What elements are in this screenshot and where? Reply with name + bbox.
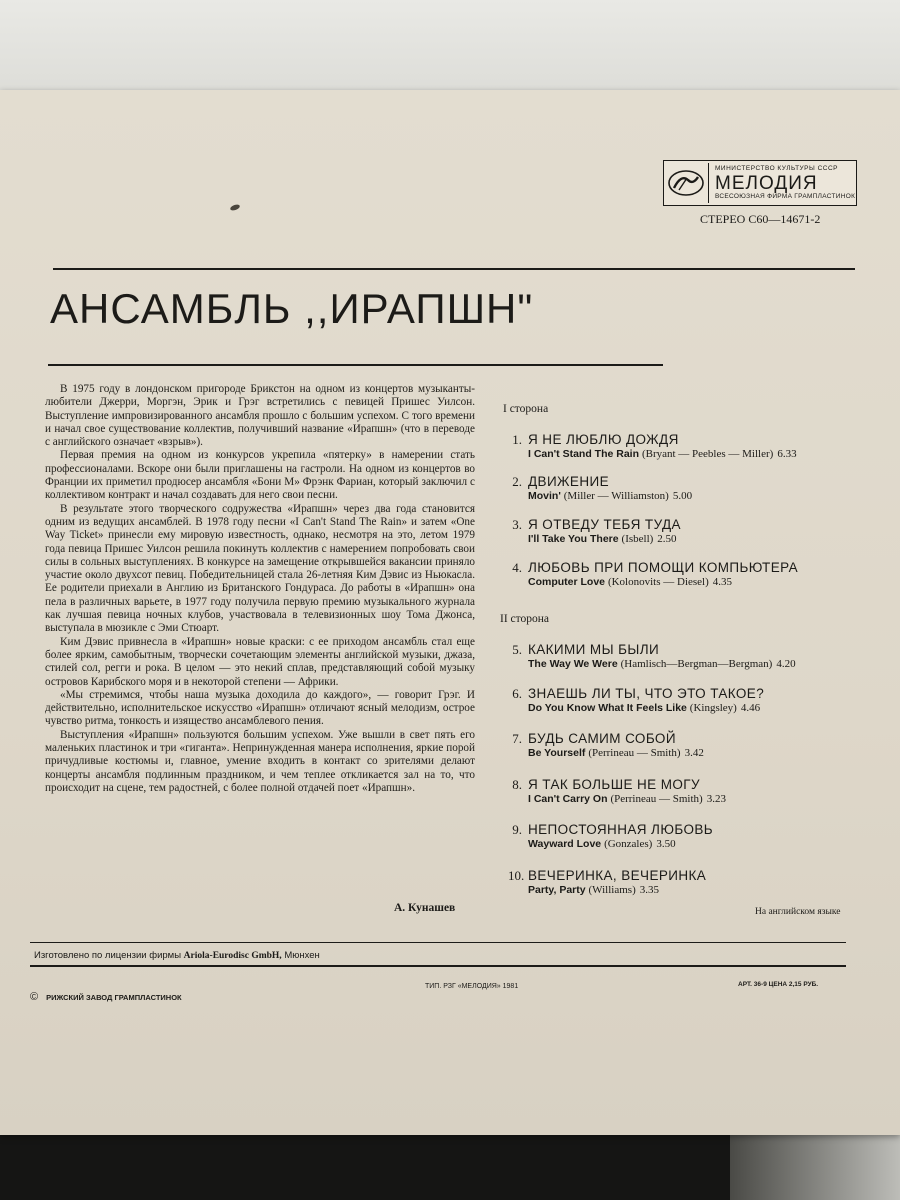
language-note: На английском языке: [755, 907, 841, 917]
record-sleeve-back: МИНИСТЕРСТВО КУЛЬТУРЫ СССР МЕЛОДИЯ ВСЕСОЮЗНАЯ ФИРМА ГРАМПЛАСТИНОК СТЕРЕО С60—14671-2 АНСАМБЛЬ ,,ИРАПШН" В 1975 году в лондонском пригороде Брикстон на одном из концертов музыканты-любители Джерри, Моргэн, Эрик и Грэг встретились с певицей Пришес Уилсон. Выступление импровизированного ансамбля прошло с большим успехом. С того времени и начал свое существование коллектив, получивший название «Ирапшн» (что в переводе с английского означает «взрыв»). Первая премия на одном из конкурсов укрепила «пятерку» в намерении стать профессионалами. Вскоре они были приглашены на гастроли. На одном из концертов во Франции их приметил продюсер ансамбля «Бони М» Фрэнк Фариан, который заключил с коллективом контракт и начал создавать для него свои песни. В результате этого творческого содружества «Ирапшн» через два года становится одним из ведущих ансамблей. В 1978 году песни «I Can't Stand The Rain» и затем «One Way Ticket» принесли ему мировую известность, однако, несмотря на это, летом 1979 года певица Пришес Уилсон решила покинуть коллектив с намерением попробовать свои силы в сольных выступлениях. В конкурсе на замещение открывшейся вакансии приняло участие около двухсот певиц. Победительницей стала 26-летняя Ким Дэвис из Ньюкасла. Ее родители приехали в Англию из Британского Гондураса. До работы в «Ирапшн» она пела в различных варьете, в 1977 году получила первую премию музыкального журнала как лучшая певица ночных клубов, участвовала в телевизионных шоу Тома Джонса, выступала в мюзикле с Эми Стюарт. Ким Дэвис привнесла в «Ирапшн» новые краски: с ее приходом ансамбль стал еще более ярким, самобытным, творчески сочетающим элементы английской музыки, джаза, стилей сол, регги и рока. В целом — это некий сплав, представляющий собой музыку островов Карибского моря и в некоторой степени — Африки. «Мы стремимся, чтобы наша музыка доходила до каждого», — говорит Грэг. И действительно, исполнительское искусство «Ирапшн» отличают ясный мелодизм, острое чувство ритма, тонкость и изящество ансамблевого пения. Выступления «Ирапшн» пользуются большим успехом. Уже вышли в свет пять его маленьких пластинок и три «гиганта». Непринужденная манера исполнения, яркие порой причудливые костюмы и, главное, умение входить в контакт со зрителями делают концерты ансамбля подлинным праздником, и чем теплее откликается зал на то, что происходит на сцене, тем радостней, с более полной отдачей поет «Ирапшн». А. Кунашев I сторона 1. Я НЕ ЛЮБЛЮ ДОЖДЯ I Can't Stand The Rain (Bryant — Peebles — Miller) 6.33 2. ДВИЖЕНИЕ Movin' (Miller — Williamston) 5.00 3. Я ОТВЕДУ ТЕБЯ ТУДА I'll Take You There (Isbell) 2.50 4. ЛЮБОВЬ ПРИ ПОМОЩИ КОМПЬЮТЕРА Computer Love (Kolonovits — Diesel) 4.35 II сторона 5. КАКИМИ МЫ БЫЛИ The Way We Were (Hamlisch—Bergman—Bergman) 4.20 6. ЗНАЕШЬ ЛИ ТЫ, ЧТО ЭТО ТАКОЕ? Do You Know What It Feels Like (Kingsley) 4.46 7. БУДЬ САМИМ СОБОЙ Be Yourself (Perrineau — Smith) 3.42 8. Я ТАК БОЛЬШЕ НЕ МОГУ I Can't Carry On (Perrineau — Smith) 3.23 9. НЕПОСТОЯННАЯ ЛЮБОВЬ Wayward Love (Gonzales) 3.50 10. ВЕЧЕРИНКА, ВЕЧЕРИНКА Party, Party (Williams) 3.35 На английском языке Изготовлено по лицензии фирмы Ariola-Eurodisc GmbH, Мюнхен © РИЖСКИЙ ЗАВОД ГРАМПЛАСТИНОК ТИП. РЗГ «МЕЛОДИЯ» 1981 АРТ. 36-9 ЦЕНА 2,15 РУБ.: [0, 90, 900, 1135]
track-title-en: I Can't Carry On: [528, 793, 608, 805]
track-credits: (Hamlisch—Bergman—Bergman): [620, 658, 773, 670]
side-2-label: II сторона: [500, 613, 550, 625]
track-title-en: Movin': [528, 490, 561, 502]
track-duration: 3.23: [706, 793, 726, 805]
track-title-ru: ВЕЧЕРИНКА, ВЕЧЕРИНКА: [528, 868, 707, 883]
liner-paragraph: Ким Дэвис привнесла в «Ирапшн» новые краски: с ее приходом ансамбль стал еще более ярким, самобытным, творчески сочетающим элементы английской музыки, джаза, стилей сол, регги и рока. В целом — это некий сплав, представляющий собой музыку островов Карибского моря и в некоторой степени — Африки.: [45, 635, 475, 688]
track-title-ru: БУДЬ САМИМ СОБОЙ: [528, 731, 676, 746]
liner-paragraph: В 1975 году в лондонском пригороде Брикстон на одном из концертов музыканты-любители Джерри, Моргэн, Эрик и Грэг встретились с певицей Пришес Уилсон. Выступление импровизированного ансамбля прошло с большим успехом. С того времени и начал свое существование коллектив, получивший название «Ирапшн» (что в переводе с английского означает «взрыв»).: [45, 383, 475, 449]
title-rule-bottom: [48, 364, 663, 366]
track-title-ru: Я ОТВЕДУ ТЕБЯ ТУДА: [528, 517, 681, 532]
track-duration: 4.46: [740, 702, 761, 714]
track-duration: 4.35: [712, 576, 733, 588]
track-title-en: Wayward Love: [528, 838, 602, 850]
license-rule-top: [30, 942, 846, 943]
title-rule-top: [53, 268, 855, 270]
liner-paragraph: Выступления «Ирапшн» пользуются большим успехом. Уже вышли в свет пять его маленьких пластинок и три «гиганта». Непринужденная манера исполнения, яркие порой причудливые костюмы и, главное, умение входить в контакт со зрителями делают концерты ансамбля подлинным праздником, и чем теплее откликается зал на то, что происходит на сцене, тем радостней, с более полной отдачей поет «Ирапшн».: [45, 728, 475, 794]
track-title-ru: НЕПОСТОЯННАЯ ЛЮБОВЬ: [528, 822, 714, 837]
track-title-en: Be Yourself: [528, 747, 586, 759]
track-title-ru: ЛЮБОВЬ ПРИ ПОМОЩИ КОМПЬЮТЕРА: [528, 560, 799, 575]
track-credits: (Isbell): [621, 533, 654, 545]
track-duration: 3.42: [684, 747, 704, 759]
melodiya-logo: [663, 160, 857, 206]
track-title-en: I Can't Stand The Rain: [528, 448, 640, 460]
track-credits: (Bryant — Peebles — Miller): [641, 448, 774, 460]
liner-author: А. Кунашев: [394, 902, 456, 914]
liner-paragraph: В результате этого творческого содружества «Ирапшн» через два года становится одним из ведущих ансамблей. В 1978 году песни «I Can't Stand The Rain» и затем «One Way Ticket» принесли ему мировую известность, однако, несмотря на это, летом 1979 года певица Пришес Уилсон решила покинуть коллектив с намерением попробовать свои силы в сольных выступлениях. В конкурсе на замещение открывшейся вакансии приняло участие около двухсот певиц. Победительницей стала 26-летняя Ким Дэвис из Ньюкасла. Ее родители приехали в Англию из Британского Гондураса. До работы в «Ирапшн» она пела в различных варьете, в 1977 году получила первую премию музыкального журнала как лучшая певица ночных клубов, участвовала в телевизионных шоу Тома Джонса, выступала в мюзикле с Эми Стюарт.: [45, 502, 475, 635]
track-title-en: Do You Know What It Feels Like: [528, 702, 687, 714]
track-title-ru: Я ТАК БОЛЬШЕ НЕ МОГУ: [528, 777, 700, 792]
track-credits: (Perrineau — Smith): [610, 793, 703, 805]
catalog-number: СТЕРЕО С60—14671-2: [700, 212, 821, 226]
track-credits: (Gonzales): [604, 838, 653, 850]
track-title-ru: ЗНАЕШЬ ЛИ ТЫ, ЧТО ЭТО ТАКОЕ?: [528, 686, 765, 701]
copyright-icon: ©: [30, 991, 39, 1003]
melodiya-emblem-icon: [664, 163, 709, 203]
track-title-en: I'll Take You There: [528, 533, 619, 545]
track-title-en: Computer Love: [528, 576, 606, 588]
background-wall: [0, 0, 900, 100]
track-credits: (Kingsley): [689, 702, 737, 714]
album-title: АНСАМБЛЬ ,,ИРАПШН": [50, 285, 534, 332]
track-duration: 6.33: [777, 448, 797, 460]
plant-name: © РИЖСКИЙ ЗАВОД ГРАМПЛАСТИНОК: [30, 991, 182, 1003]
track-title-en: Party, Party: [528, 884, 586, 896]
liner-notes: [45, 383, 475, 795]
track-credits: (Williams): [588, 884, 636, 896]
track-title-ru: КАКИМИ МЫ БЫЛИ: [528, 642, 660, 657]
track-title-en: The Way We Were: [528, 658, 618, 670]
track-duration: 3.50: [656, 838, 676, 850]
track-credits: (Perrineau — Smith): [588, 747, 681, 759]
license-rule-bottom: [30, 965, 846, 967]
track-credits: (Miller — Williamston): [563, 490, 669, 502]
track-credits: (Kolonovits — Diesel): [607, 576, 709, 588]
side-1-label: I сторона: [503, 403, 549, 415]
track-duration: 4.20: [776, 658, 796, 670]
license-firm: Ariola-Eurodisc GmbH,: [183, 951, 282, 961]
track-title-ru: ДВИЖЕНИЕ: [528, 474, 609, 489]
license-line: Изготовлено по лицензии фирмы Ariola-Eurodisc GmbH, Мюнхен: [34, 950, 320, 961]
price-line: АРТ. 36-9 ЦЕНА 2,15 РУБ.: [738, 981, 819, 988]
logo-name: МЕЛОДИЯ: [715, 172, 818, 194]
liner-paragraph: «Мы стремимся, чтобы наша музыка доходила до каждого», — говорит Грэг. И действительно, исполнительское искусство «Ирапшн» отличают ясный мелодизм, острое чувство ритма, тонкость и изящество ансамблевого пения.: [45, 688, 475, 728]
track-duration: 3.35: [639, 884, 659, 896]
logo-firm: ВСЕСОЮЗНАЯ ФИРМА ГРАМПЛАСТИНОК: [715, 192, 856, 200]
track-title-ru: Я НЕ ЛЮБЛЮ ДОЖДЯ: [528, 432, 679, 447]
track-duration: 2.50: [657, 533, 677, 545]
logo-ministry: МИНИСТЕРСТВО КУЛЬТУРЫ СССР: [715, 165, 838, 172]
printer-line: ТИП. РЗГ «МЕЛОДИЯ» 1981: [425, 983, 519, 990]
track-duration: 5.00: [672, 490, 693, 502]
stain-mark: [229, 203, 240, 211]
background-table: [0, 1125, 900, 1200]
liner-paragraph: Первая премия на одном из конкурсов укрепила «пятерку» в намерении стать профессионалами. Вскоре они были приглашены на гастроли. На одном из концертов во Франции их приметил продюсер ансамбля «Бони М» Фрэнк Фариан, который заключил с коллективом контракт и начал создавать для него свои песни.: [45, 449, 475, 502]
